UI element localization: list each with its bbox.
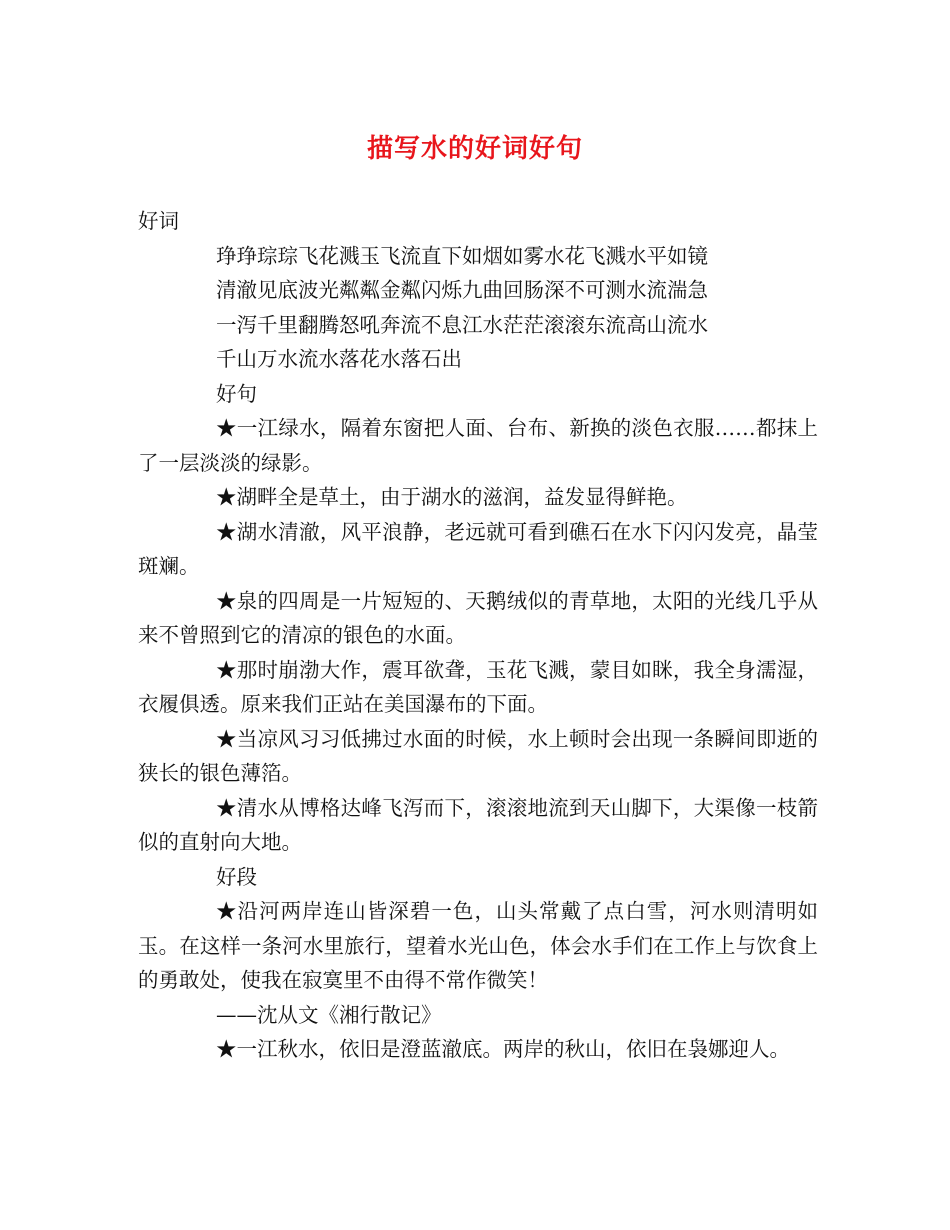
words-line: 一泻千里翻腾怒吼奔流不息江水茫茫滚滚东流高山流水 [216, 312, 708, 337]
words-heading: 好词 [138, 209, 179, 233]
document-body [138, 204, 818, 1067]
paragraphs-heading: 好段 [216, 864, 257, 889]
paragraph-item: ★一江秋水，依旧是澄蓝澈底。两岸的秋山，依旧在袅娜迎人。 [216, 1037, 790, 1061]
sentence-item: ★湖畔全是草土，由于湖水的滋润，益发显得鲜艳。 [216, 485, 688, 509]
sentence-item: ★清水从博格达峰飞泻而下，滚滚地流到天山脚下，大渠像一枝箭似的直射向大地。 [138, 795, 818, 854]
sentence-item: ★湖水清澈，风平浪静，老远就可看到礁石在水下闪闪发亮，晶莹斑斓。 [138, 519, 818, 578]
words-line: 千山万水流水落花水落石出 [216, 347, 462, 371]
words-line: 琤琤琮琮飞花溅玉飞流直下如烟如雾水花飞溅水平如镜 [216, 243, 708, 268]
sentence-item: ★那时崩渤大作，震耳欲聋，玉花飞溅，蒙目如眯，我全身濡湿，衣履俱透。原来我们正站在美国瀑布的下面。 [138, 657, 818, 716]
sentence-item: ★泉的四周是一片短短的、天鹅绒似的青草地，太阳的光线几乎从来不曾照到它的清凉的银色的水面。 [138, 588, 818, 647]
page-title: 描写水的好词好句 [366, 134, 583, 164]
paragraph-item: ★沿河两岸连山皆深碧一色，山头常戴了点白雪，河水则清明如玉。在这样一条河水里旅行，望着水光山色，体会水手们在工作上与饮食上的勇敢处，使我在寂寞里不由得不常作微笑！ [138, 899, 818, 992]
paragraph-source: ——沈从文《湘行散记》 [216, 1002, 442, 1027]
sentence-item: ★一江绿水，隔着东窗把人面、台布、新换的淡色衣服……都抹上了一层淡淡的绿影。 [138, 416, 818, 475]
words-line: 清澈见底波光粼粼金粼闪烁九曲回肠深不可测水流湍急 [216, 278, 708, 302]
sentence-item: ★当凉风习习低拂过水面的时候，水上顿时会出现一条瞬间即逝的狭长的银色薄箔。 [138, 726, 818, 785]
sentences-heading: 好句 [216, 381, 257, 406]
